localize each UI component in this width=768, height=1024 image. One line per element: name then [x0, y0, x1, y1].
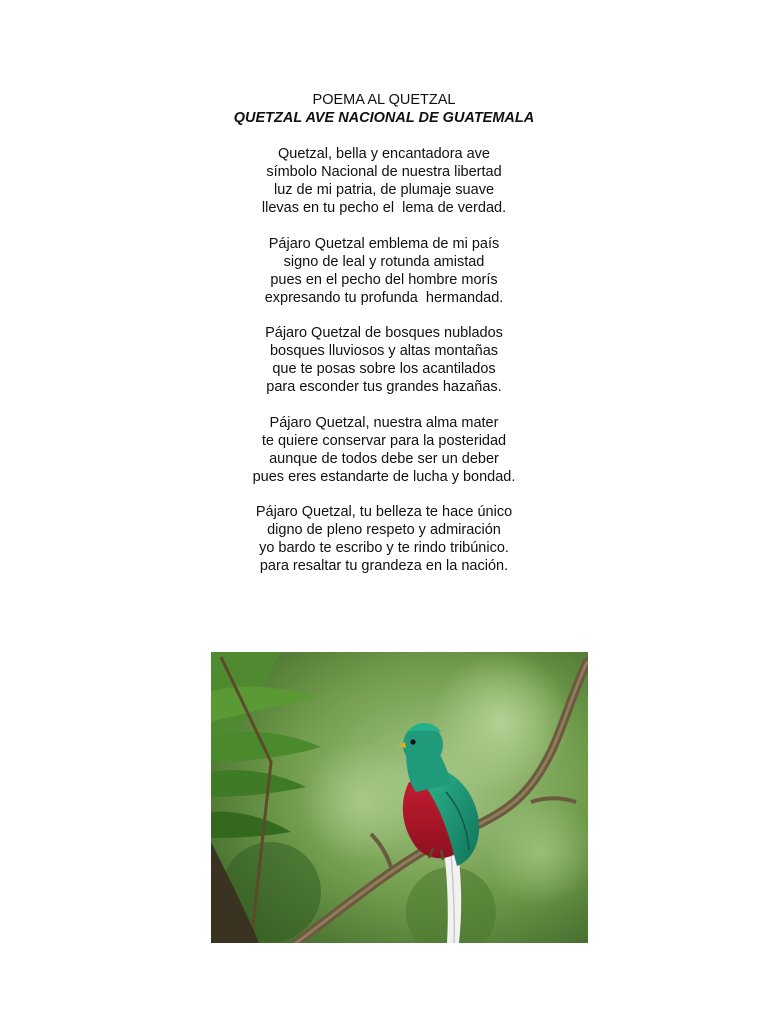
quetzal-illustration	[211, 652, 588, 943]
poem-line: símbolo Nacional de nuestra libertad	[266, 164, 502, 180]
stanza-5	[0, 503, 768, 575]
poem-line: Pájaro Quetzal, tu belleza te hace único	[255, 504, 513, 520]
poem-line: aunque de todos debe ser un deber	[269, 450, 499, 467]
poem-line: pues en el pecho del hombre morís	[270, 271, 498, 288]
poem-line: luz de mi patria, de plumaje suave	[273, 182, 495, 198]
poem-line: Quetzal, bella y encantadora ave	[278, 146, 490, 162]
stanza-2	[0, 235, 768, 307]
poem-title: POEMA AL QUETZAL	[312, 92, 456, 108]
poem-line: pues eres estandarte de lucha y bondad.	[252, 468, 516, 485]
poem-line: que te posas sobre los acantilados	[272, 361, 496, 377]
stanza-4	[0, 414, 768, 486]
stanza-3	[0, 324, 768, 396]
poem-line: Pájaro Quetzal, nuestra alma mater	[269, 414, 499, 431]
eye	[410, 739, 415, 744]
poem-line: digno de pleno respeto y admiración	[267, 522, 501, 538]
stanza-1	[0, 145, 768, 217]
poem-subtitle: QUETZAL AVE NACIONAL DE GUATEMALA	[233, 110, 535, 126]
poem-line: yo bardo te escribo y te rindo tribúnico.	[259, 540, 509, 556]
poem-line: llevas en tu pecho el lema de verdad.	[261, 200, 507, 216]
poem-line: para esconder tus grandes hazañas.	[266, 379, 502, 395]
poem-line: Pájaro Quetzal de bosques nublados	[265, 325, 503, 341]
poem-line: para resaltar tu grandeza en la nación.	[259, 558, 509, 574]
poem-line: expresando tu profunda hermandad.	[264, 289, 504, 306]
poem-line: te quiere conservar para la posteridad	[261, 432, 507, 449]
poem-body	[0, 145, 768, 593]
quetzal-photo	[211, 652, 588, 943]
poem-line: signo de leal y rotunda amistad	[283, 253, 485, 270]
poem-line: Pájaro Quetzal emblema de mi país	[268, 235, 500, 252]
poem-line: bosques lluviosos y altas montañas	[269, 343, 499, 359]
